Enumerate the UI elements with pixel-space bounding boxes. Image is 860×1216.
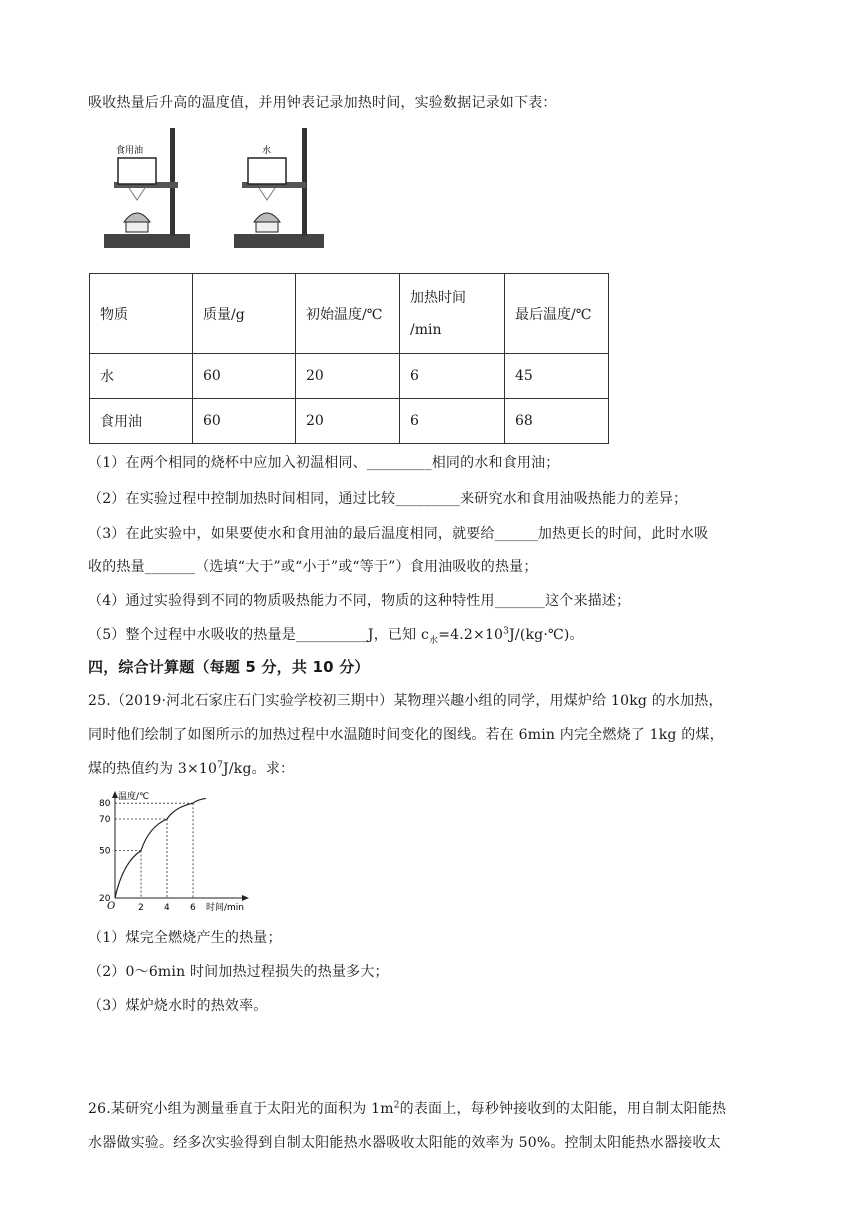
- q26-line: 水器做实验。经多次实验得到自制太阳能热水器吸收太阳能的效率为 50%。控制太阳能热水器接收太: [88, 1135, 721, 1151]
- table-header-part: /min: [410, 321, 442, 338]
- q25-line: 25.（2019·河北石家庄石门实验学校初三期中）某物理兴趣小组的同学，用煤炉给 10kg 的水加热，: [88, 693, 723, 709]
- water-apparatus: [234, 128, 324, 248]
- q24-5-b: =4.2×10: [438, 627, 504, 643]
- intro-text: 吸收热量后升高的温度值，并用钟表记录加热时间，实验数据记录如下表：: [88, 95, 557, 111]
- y-tick-label: 20: [99, 894, 111, 904]
- section-heading: 四，综合计算题（每题 5 分，共 10 分）: [88, 658, 370, 676]
- table-header: 初始温度/℃: [296, 274, 400, 354]
- question-line: （1）在两个相同的烧杯中应加入初温相同、_________相同的水和食用油；: [88, 455, 560, 471]
- q25-sub-question: （1）煤完全燃烧产生的热量；: [88, 930, 282, 946]
- temperature-curve: [115, 798, 206, 898]
- y-tick-label: 80: [99, 799, 111, 810]
- y-axis-label: 温度/℃: [118, 792, 150, 802]
- q26-line1sup: 2: [393, 1100, 400, 1111]
- temperature-chart: [88, 788, 258, 918]
- table-cell: 食用油: [90, 399, 193, 444]
- q25-sub-question: （2）0～6min 时间加热过程损失的热量多大；: [88, 964, 389, 980]
- table-cell: 60: [193, 399, 296, 444]
- table-cell: 20: [296, 399, 400, 444]
- q25-line: [88, 758, 294, 778]
- question-line: 收的热量_______（选填“大于”或“小于”或“等于”）食用油吸收的热量；: [88, 559, 538, 575]
- table-row: [90, 399, 609, 444]
- table-header: 质量/g: [193, 274, 296, 354]
- table-cell: 水: [90, 354, 193, 399]
- y-tick-label: 70: [99, 815, 111, 825]
- q24-5-a: （5）整个过程中水吸收的热量是__________J，已知 c: [88, 627, 430, 643]
- table-header-row: [90, 274, 609, 354]
- q25-line: 同时他们绘制了如图所示的加热过程中水温随时间变化的图线。若在 6min 内完全燃烧了 1kg 的煤，: [88, 727, 724, 743]
- question-line: [88, 624, 584, 646]
- q25-line3a: 煤的热值约为 3×10: [88, 761, 218, 777]
- table-cell: 45: [505, 354, 609, 399]
- water-label: 水: [262, 146, 272, 156]
- x-tick-label: 4: [164, 903, 170, 913]
- table-header: 物质: [90, 274, 193, 354]
- table-cell: 60: [193, 354, 296, 399]
- table-header: 最后温度/℃: [505, 274, 609, 354]
- x-tick-label: 6: [190, 903, 196, 913]
- q26-line1a: 26.某研究小组为测量垂直于太阳光的面积为 1m: [88, 1101, 394, 1117]
- oil-label: 食用油: [116, 146, 144, 156]
- table-header-part: 加热时间: [410, 289, 466, 306]
- question-line: （2）在实验过程中控制加热时间相同，通过比较_________来研究水和食用油吸热能力的差异；: [88, 491, 688, 507]
- table-header: [400, 274, 505, 354]
- q25-sub-question: （3）煤炉烧水时的热效率。: [88, 998, 268, 1014]
- apparatus-figure: [96, 124, 336, 264]
- oil-apparatus: [104, 128, 190, 248]
- origin-label: O: [107, 901, 116, 912]
- q26-line: [88, 1098, 726, 1118]
- x-axis-label: 时间/min: [206, 903, 245, 913]
- question-line: （4）通过实验得到不同的物质吸热能力不同，物质的这种特性用_______这个来描述；: [88, 593, 631, 609]
- table-cell: 68: [505, 399, 609, 444]
- q24-5-sub: 水: [429, 635, 439, 646]
- table-row: [90, 354, 609, 399]
- x-axis-arrow: [242, 895, 249, 901]
- data-table: [89, 273, 609, 444]
- table-cell: 6: [400, 399, 505, 444]
- q26-line1b: 的表面上，每秒钟接收到的太阳能，用自制太阳能热: [399, 1101, 727, 1117]
- q25-line3b: J/kg。求：: [223, 761, 295, 777]
- question-line: （3）在此实验中，如果要使水和食用油的最后温度相同，就要给______加热更长的时间，此时水吸: [88, 526, 709, 542]
- table-cell: 20: [296, 354, 400, 399]
- q24-5-sup: 3: [503, 626, 510, 637]
- q24-5-c: J/(kg·℃)。: [509, 627, 584, 643]
- table-cell: 6: [400, 354, 505, 399]
- q25-line3sup: 7: [217, 760, 224, 771]
- y-tick-label: 50: [99, 846, 111, 857]
- x-tick-label: 2: [138, 903, 144, 913]
